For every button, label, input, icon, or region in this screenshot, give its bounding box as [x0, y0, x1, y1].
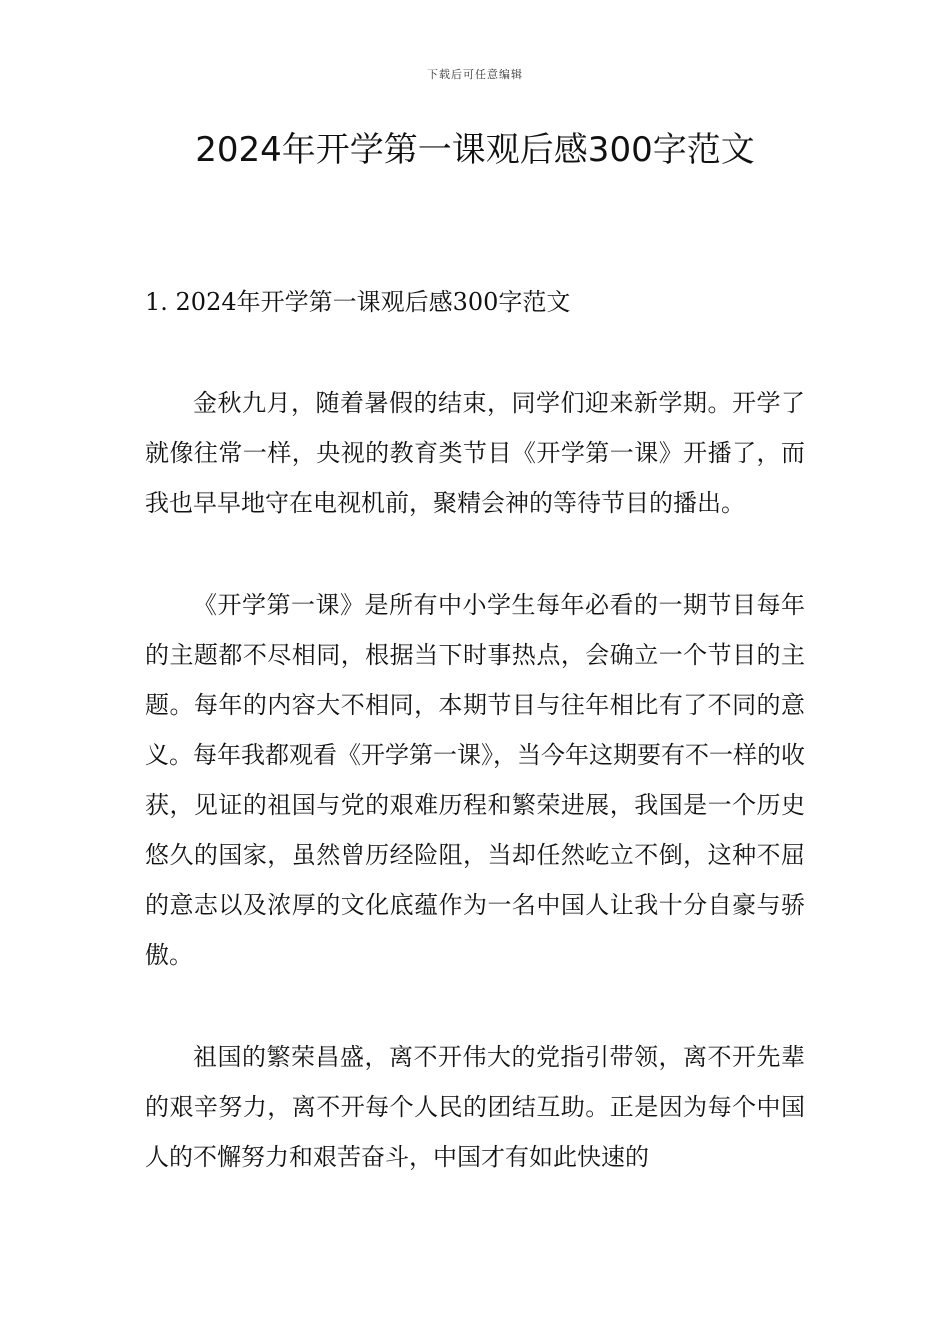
paragraph-1: 金秋九月，随着暑假的结束，同学们迎来新学期。开学了就像往常一样，央视的教育类节目《开学第一课》开播了，而我也早早地守在电视机前，聚精会神的等待节目的播出。 [145, 389, 805, 517]
document-body [145, 280, 805, 1182]
document-title: 2024年开学第一课观后感300字范文 [195, 130, 755, 170]
paragraph-3: 祖国的繁荣昌盛，离不开伟大的党指引带领，离不开先辈的艰辛努力，离不开每个人民的团结互助。正是因为每个中国人的不懈努力和艰苦奋斗，中国才有如此快速的 [145, 1043, 805, 1171]
section-heading: 1. 2024年开学第一课观后感300字范文 [145, 288, 571, 316]
header-note: 下载后可任意编辑 [427, 68, 523, 81]
paragraph-2: 《开学第一课》是所有中小学生每年必看的一期节目每年的主题都不尽相同，根据当下时事热点，会确立一个节目的主题。每年的内容大不相同，本期节目与往年相比有了不同的意义。每年我都观看《开学第一课》，当今年这期要有不一样的收获，见证的祖国与党的艰难历程和繁荣进展，我国是一个历史悠久的国家，虽然曾历经险阻，当却任然屹立不倒，这种不屈的意志以及浓厚的文化底蕴作为一名中国人让我十分自豪与骄傲。 [145, 591, 805, 969]
